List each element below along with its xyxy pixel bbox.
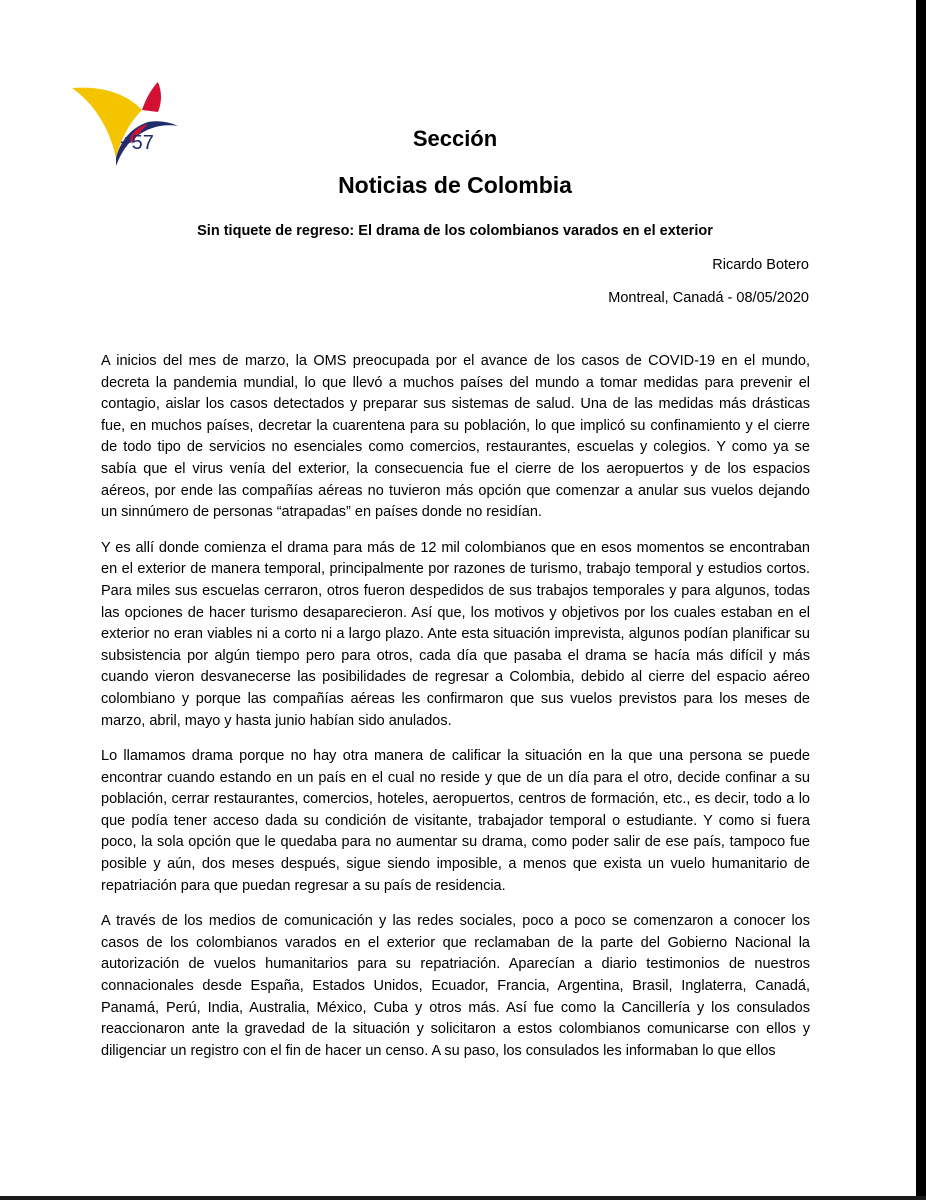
section-label: Sección [412,126,498,151]
article-title: Sin tiquete de regreso: El drama de los colombianos varados en el exterior [197,223,713,239]
logo-country-code: +57 [120,132,154,154]
logo-red-wing [142,82,161,112]
article-paragraph: A través de los medios de comunicación y las redes sociales, poco a poco se comenzaron a conocer los casos de los colombianos varados en el exterior que reclamaban de la parte del Gobierno Nacional la autorización de vuelos humanitarios para su repatriación. Aparecían a diario testimonios de nuestros connacionales desde España, Estados Unidos, Ecuador, Francia, Argentina, Brasil, Inglaterra, Canadá, Panamá, Perú, India, Australia, México, Cuba y otros más. Así fue como la Cancillería y los consulados reaccionaron ante la gravedad de la situación y solicitaron a estos colombianos comunicarse con ellos y diligenciar un registro con el fin de hacer un censo. A su paso, los consulados les informaban lo que ellos [101,913,810,1059]
article-place-date: Montreal, Canadá - 08/05/2020 [608,290,809,306]
article-body [101,351,810,1076]
article-paragraph: Lo llamamos drama porque no hay otra manera de calificar la situación en la que una persona se puede encontrar cuando estando en un país en el cual no reside y que de un día para el otro, decide confinar a su población, cerrar restaurantes, comercios, hoteles, aeropuertos, centros de formación, etc., es decir, todo a lo que podía tener acceso dada su condición de visitante, trabajador temporal o estudiante. Y como si fuera poco, la sola opción que le quedaba para no aumentar su drama, como poder salir de ese país, tampoco fue posible y aún, dos meses después, sigue siendo imposible, a menos que exista un vuelo humanitario de repatriación para que puedan regresar a su país de residencia. [101,748,810,894]
page-edge-bottom [0,1196,926,1200]
page-edge-right [916,0,926,1200]
section-name: Noticias de Colombia [338,172,572,198]
article-paragraph: A inicios del mes de marzo, la OMS preocupada por el avance de los casos de COVID-19 en el mundo, decreta la pandemia mundial, lo que llevó a muchos países del mundo a tomar medidas para prevenir el contagio, aislar los casos detectados y preparar sus sistemas de salud. Una de las medidas más drásticas fue, en muchos países, decretar la cuarentena para su población, lo que implicó su confinamiento y el cierre de todo tipo de servicios no esenciales como comercios, restaurantes, escuelas y colegios. Y como ya se sabía que el virus venía del exterior, la consecuencia fue el cierre de los aeropuertos y de los espacios aéreos, por ende las compañías aéreas no tuvieron más opción que comenzar a anular sus vuelos dejando un sinnúmero de personas “atrapadas” en países donde no residían. [101,353,810,521]
article-author: Ricardo Botero [712,257,809,273]
article-paragraph: Y es allí donde comienza el drama para más de 12 mil colombianos que en esos momentos se encontraban en el exterior de manera temporal, principalmente por razones de turismo, trabajo temporal y estudios cortos. Para miles sus escuelas cerraron, otros fueron despedidos de sus trabajos temporales y para algunos, todas las opciones de hacer turismo desaparecieron. Así que, los motivos y objetivos por los cuales estaban en el exterior no eran viables ni a corto ni a largo plazo. Ante esta situación imprevista, algunos podían planificar su subsistencia por algún tiempo pero para otros, cada día que pasaba el drama se hacía más difícil y más cuando vieron desvanecerse las posibilidades de regresar a Colombia, debido al cierre del espacio aéreo colombiano y porque las compañías aéreas les confirmaron que sus vuelos previstos para los meses de marzo, abril, mayo y hasta junio habían sido anulados. [101,539,810,729]
